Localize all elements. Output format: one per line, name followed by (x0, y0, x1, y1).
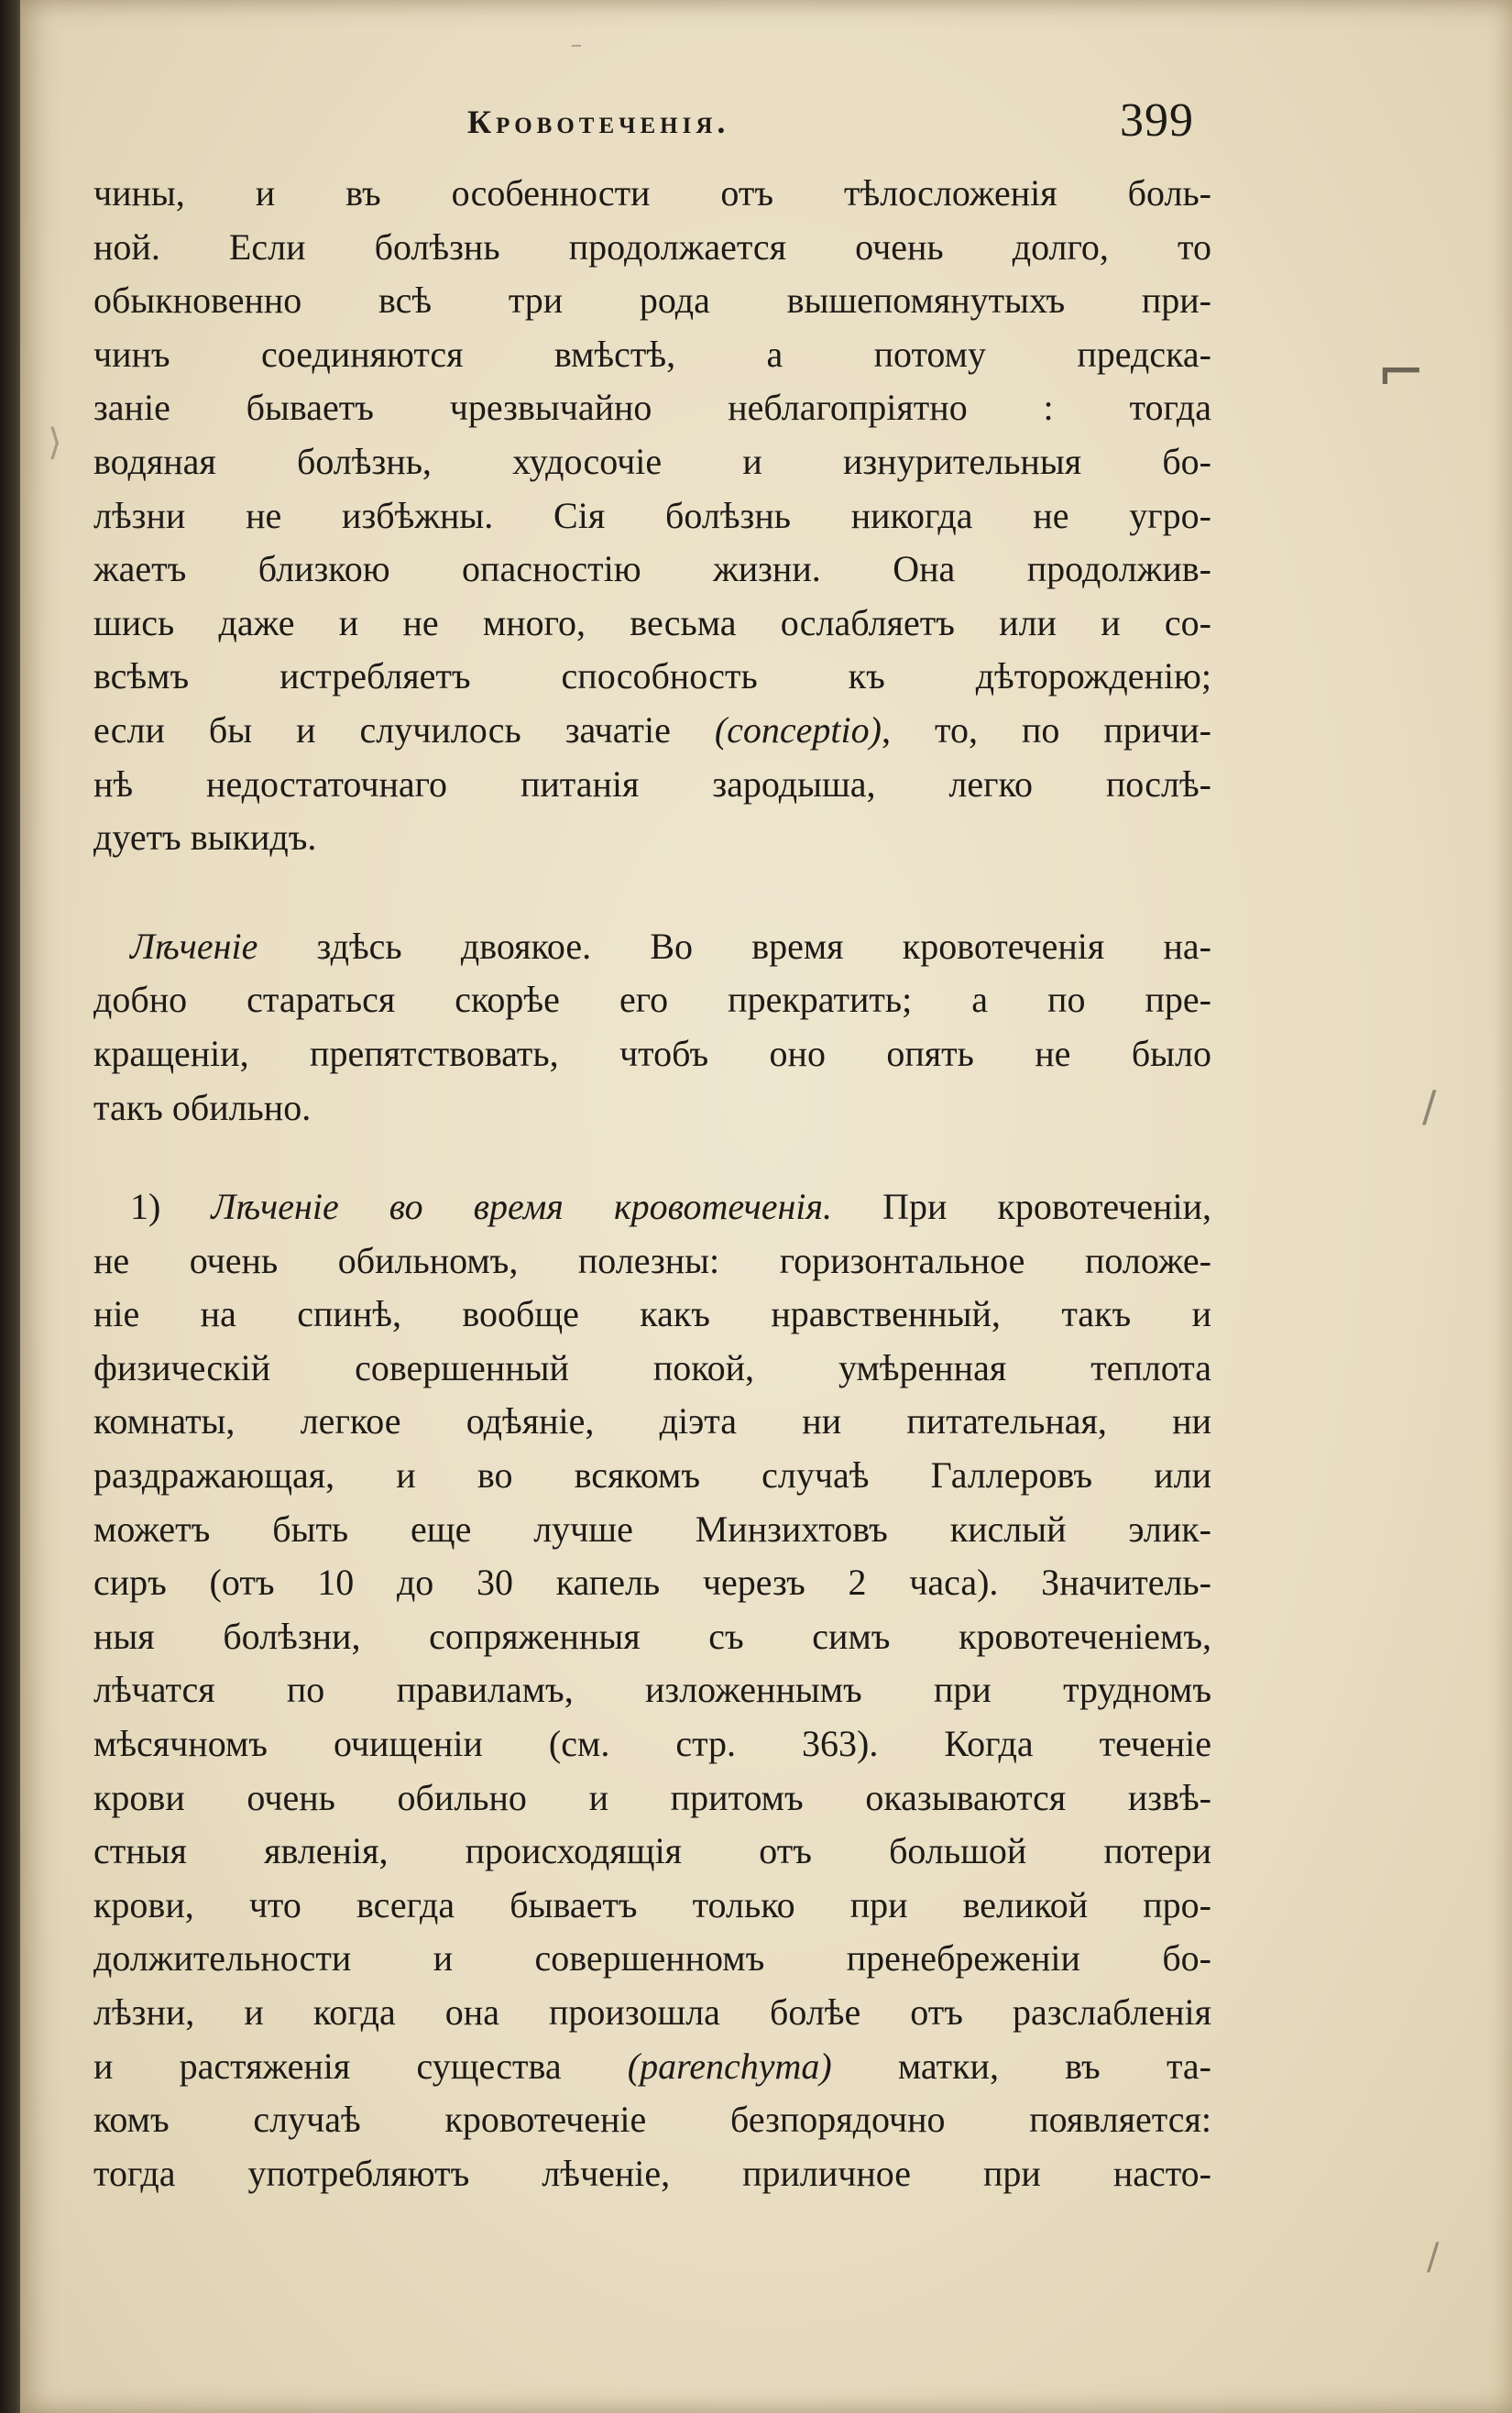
text-line: мѣсячномъ очищеніи (см. стр. 363). Когда теченіе (93, 1723, 1211, 1765)
text-line: дуетъ выкидъ. (93, 817, 317, 859)
text-line: шись даже и не много, весьма ослабляетъ или и со- (93, 601, 1211, 643)
text-line: должительности и совершенномъ пренебреженіи бо- (93, 1937, 1211, 1980)
text-line: если бы и случилось зачатіе (conceptio), то, по причи- (93, 708, 1211, 751)
paragraph-prognosis (93, 167, 1211, 865)
page-number: 399 (1120, 94, 1194, 147)
pencil-mark: ⌐ (1376, 339, 1426, 407)
text-line: комъ случаѣ кровотеченіе безпорядочно появляется: (93, 2099, 1211, 2141)
text-line: ныя болѣзни, сопряженныя съ симъ кровотеченіемъ, (93, 1615, 1211, 1657)
text-line: заніе бываетъ чрезвычайно неблагопріятно : тогда (93, 387, 1211, 429)
text-line: физическій совершенный покой, умѣренная теплота (93, 1346, 1211, 1388)
text-line: сиръ (отъ 10 до 30 капель черезъ 2 часа). Значитель- (93, 1562, 1211, 1604)
text-line: тогда употребляютъ лѣченіе, приличное при насто- (93, 2152, 1211, 2194)
text-line: нѣ недостаточнаго питанія зародыша, легко послѣ- (93, 762, 1211, 805)
text-line: крови очень обильно и притомъ оказываются извѣ- (93, 1776, 1211, 1818)
text-line: жаетъ близкою опасностію жизни. Она продолжив- (93, 548, 1211, 590)
text-line: всѣмъ истребляетъ способность къ дѣторожденію; (93, 655, 1211, 697)
text-line: крови, что всегда бываетъ только при великой про- (93, 1883, 1211, 1925)
text-line: Лѣченіе здѣсь двоякое. Во время кровотеченія на- (130, 925, 1211, 967)
running-header (20, 94, 1512, 158)
text-line: и растяженія существа (parenchyma) матки, въ та- (93, 2045, 1211, 2087)
ink-speck: ⁻ (570, 37, 583, 64)
pencil-mark: / (1422, 1081, 1437, 1131)
text-line: не очень обильномъ, полезны: горизонтальное положе- (93, 1239, 1211, 1281)
paragraph-treatment-intro (93, 920, 1211, 1135)
text-line: лѣчатся по правиламъ, изложеннымъ при трудномъ (93, 1669, 1211, 1711)
text-line: лѣзни, и когда она произошла болѣе отъ разслабленія (93, 1991, 1211, 2033)
text-line: обыкновенно всѣ три рода вышепомянутыхъ при- (93, 280, 1211, 322)
text-line: кращеніи, препятствовать, чтобъ оно опять не было (93, 1032, 1211, 1074)
text-line: такъ обильно. (93, 1086, 312, 1128)
text-line: лѣзни не избѣжны. Сія болѣзнь никогда не угро- (93, 494, 1211, 536)
text-line: ной. Если болѣзнь продолжается очень долго, то (93, 225, 1211, 268)
text-line: 1) Лѣченіе во время кровотеченія. При кровотеченіи, (130, 1186, 1211, 1228)
text-line: чины, и въ особенности отъ тѣлосложенія боль- (93, 172, 1211, 214)
text-line: раздражающая, и во всякомъ случаѣ Галлеровъ или (93, 1454, 1211, 1497)
margin-mark: ⟩ (48, 422, 62, 464)
text-line: водяная болѣзнь, худосочіе и изнурительныя бо- (93, 440, 1211, 482)
running-title: Кровотеченія. (467, 104, 730, 140)
book-page (20, 0, 1512, 2413)
text-line: чинъ соединяются вмѣстѣ, а потому предска- (93, 333, 1211, 375)
page-body (93, 167, 1211, 2200)
text-line: комнаты, легкое одѣяніе, діэта ни питательная, ни (93, 1400, 1211, 1442)
text-line: добно стараться скорѣе его прекратить; а по пре- (93, 979, 1211, 1021)
paragraph-treatment-during-bleeding (93, 1180, 1211, 2200)
pencil-mark: / (1427, 2236, 1440, 2278)
text-line: ніе на спинѣ, вообще какъ нравственный, такъ и (93, 1293, 1211, 1335)
text-line: стныя явленія, происходящія отъ большой потери (93, 1830, 1211, 1872)
text-line: можетъ быть еще лучше Минзихтовъ кислый элик- (93, 1508, 1211, 1550)
